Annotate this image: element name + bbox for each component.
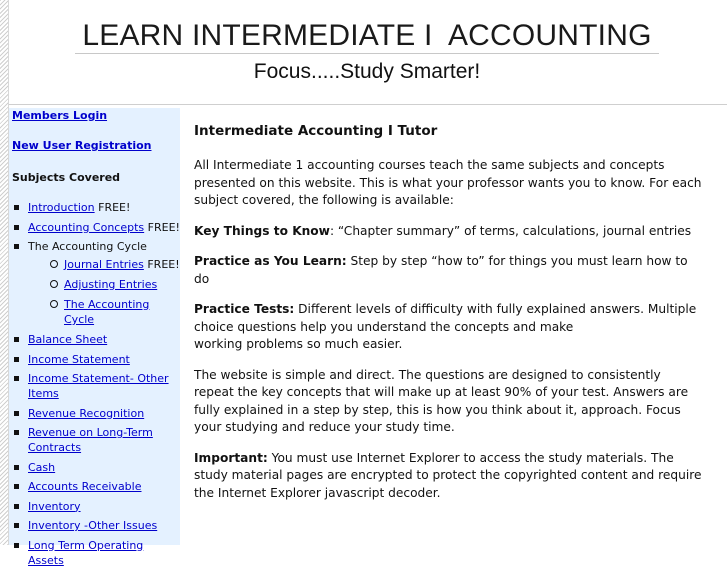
site-title: LEARN INTERMEDIATE I ACCOUNTING bbox=[82, 19, 652, 52]
list-item bbox=[9, 479, 180, 494]
subject-link-adjusting-entries[interactable]: Adjusting Entries bbox=[64, 278, 158, 291]
free-badge: FREE! bbox=[94, 201, 131, 214]
subject-link-revenue-recognition[interactable]: Revenue Recognition bbox=[28, 406, 145, 420]
list-item bbox=[9, 220, 180, 235]
subject-link-inventory-other[interactable]: Inventory -Other Issues bbox=[28, 519, 158, 532]
subject-link-accounting-concepts[interactable]: Accounting Concepts bbox=[28, 220, 145, 234]
key-things-label: Key Things to Know bbox=[194, 223, 330, 238]
list-item bbox=[9, 538, 180, 568]
practice-tests-label: Practice Tests: bbox=[194, 302, 295, 316]
subject-link-inventory[interactable]: Inventory bbox=[28, 499, 81, 513]
page-title: Intermediate Accounting I Tutor bbox=[194, 123, 438, 139]
subject-link-income-statement[interactable]: Income Statement bbox=[28, 352, 130, 366]
header-divider bbox=[9, 104, 727, 105]
title-divider bbox=[75, 53, 659, 54]
practice-tests-text: Different levels of difficulty with fully explained answers. Multiple choice questions help you understand the concepts and make bbox=[194, 302, 697, 334]
subject-link-revenue-long-term[interactable]: Revenue on Long-Term Contracts bbox=[28, 426, 153, 454]
list-item bbox=[9, 406, 180, 421]
list-item bbox=[9, 332, 180, 347]
practice-text: Step by step “how to” for things you must learn how to do bbox=[194, 254, 688, 286]
subject-link-journal-entries[interactable]: Journal Entries bbox=[64, 258, 144, 271]
subject-link-accounts-receivable[interactable]: Accounts Receivable bbox=[28, 480, 142, 493]
site-tagline: Focus.....Study Smarter! bbox=[253, 60, 481, 83]
list-item bbox=[9, 518, 180, 533]
website-paragraph: The website is simple and direct. The questions are designed to consistently repeat the key concepts that will make up at least 90% of your test. Answers are fully explained in a step by step, this is how you think about it, approach. Focus your studying and reduce your study time. bbox=[194, 367, 689, 434]
list-item bbox=[9, 425, 180, 455]
list-item bbox=[9, 371, 180, 401]
sidebar bbox=[9, 108, 180, 567]
important-paragraph bbox=[194, 450, 704, 503]
free-badge: FREE! bbox=[144, 220, 180, 234]
subject-link-balance-sheet[interactable]: Balance Sheet bbox=[28, 333, 108, 346]
intro-paragraph: All Intermediate 1 accounting courses teach the same subjects and concepts presented on this website. This is what your professor wants you to know. For each subject covered, the following is available: bbox=[194, 158, 702, 207]
list-item bbox=[9, 499, 180, 514]
subject-link-long-term-assets[interactable]: Long Term Operating Assets bbox=[28, 538, 144, 567]
subject-link-introduction[interactable]: Introduction bbox=[28, 201, 95, 214]
list-item bbox=[9, 239, 180, 327]
list-item bbox=[28, 297, 180, 327]
practice-tests-paragraph bbox=[194, 301, 704, 354]
new-user-registration-link[interactable]: New User Registration bbox=[12, 139, 152, 152]
accounting-cycle-sublist bbox=[28, 257, 180, 327]
important-text: You must use Internet Explorer to access the study materials. The study material pages are encrypted to protect the copyrighted content and require the Internet Explorer javascript decoder. bbox=[194, 450, 702, 500]
free-badge: FREE! bbox=[143, 258, 180, 271]
subjects-heading: Subjects Covered bbox=[12, 171, 121, 184]
important-label: Important: bbox=[194, 450, 268, 465]
members-login-link[interactable]: Members Login bbox=[12, 109, 108, 122]
list-item bbox=[9, 200, 180, 215]
list-item bbox=[28, 277, 180, 292]
list-item bbox=[28, 257, 180, 272]
list-item bbox=[9, 460, 180, 475]
practice-paragraph bbox=[194, 253, 704, 288]
left-border-stripe bbox=[0, 0, 9, 545]
key-things-text: : “Chapter summary” of terms, calculations, journal entries bbox=[329, 223, 692, 238]
subject-label-accounting-cycle: The Accounting Cycle bbox=[28, 240, 147, 253]
key-things-paragraph bbox=[194, 223, 704, 241]
subjects-list bbox=[9, 200, 180, 572]
subject-link-income-statement-other[interactable]: Income Statement- Other Items bbox=[28, 372, 169, 400]
subject-link-the-accounting-cycle[interactable]: The Accounting Cycle bbox=[64, 298, 150, 326]
main-content bbox=[194, 122, 704, 515]
subject-link-cash[interactable]: Cash bbox=[28, 460, 56, 474]
practice-label: Practice as You Learn: bbox=[194, 254, 347, 268]
list-item bbox=[9, 352, 180, 367]
practice-tests-text-2: working problems so much easier. bbox=[194, 337, 403, 351]
